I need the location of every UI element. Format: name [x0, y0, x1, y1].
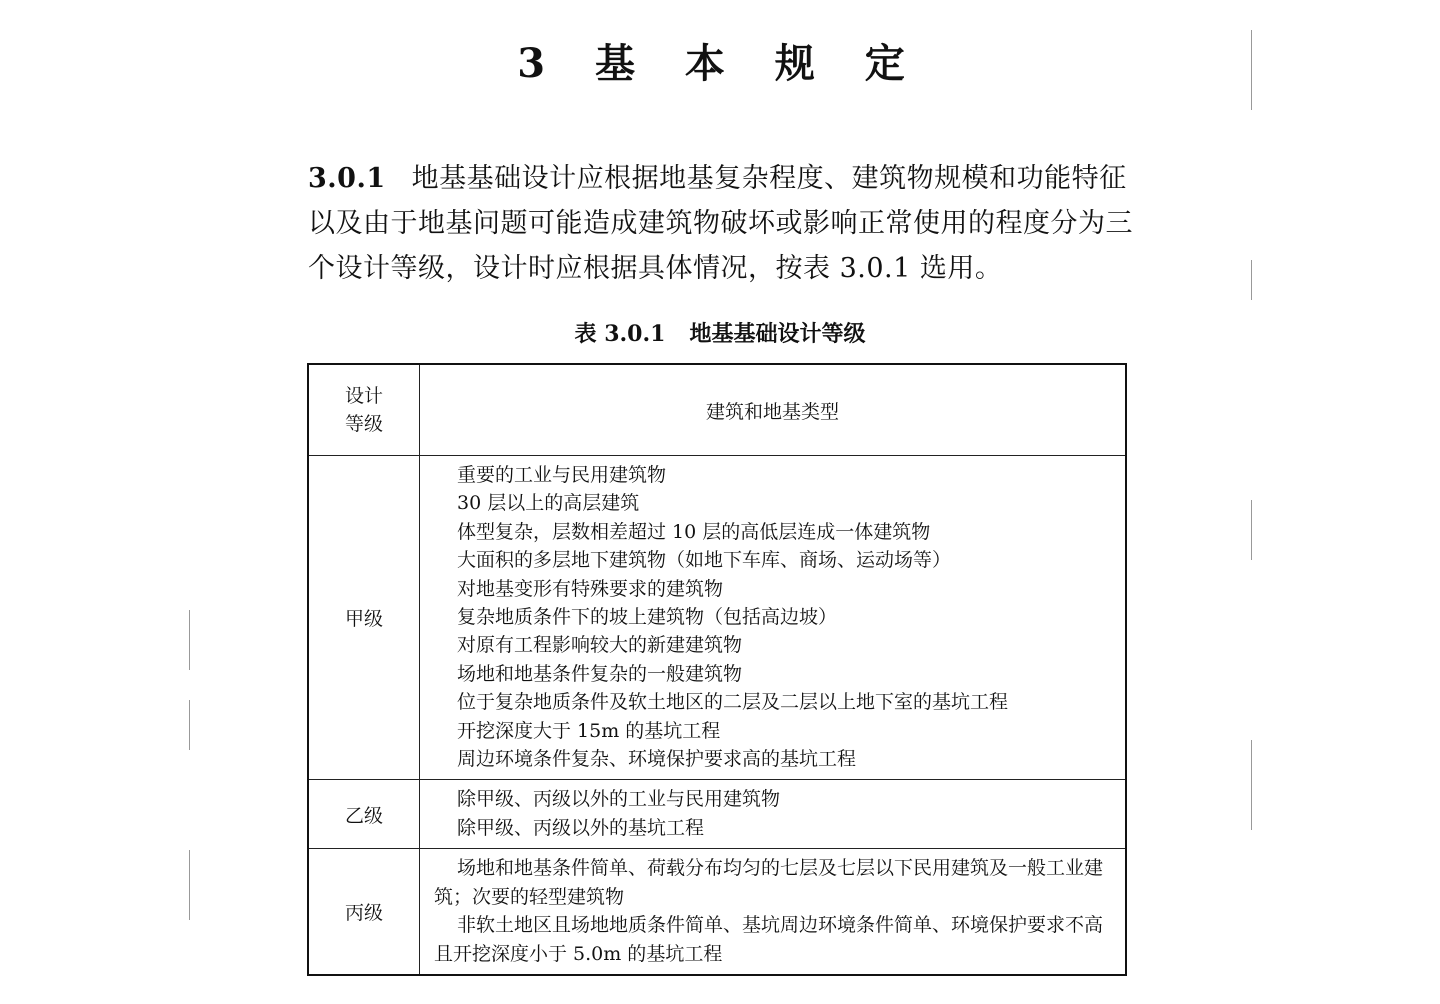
- header-grade-line1: 设计: [344, 385, 383, 407]
- type-item: 大面积的多层地下建筑物（如地下车库、商场、运动场等）: [457, 549, 952, 572]
- type-item: 对原有工程影响较大的新建建筑物: [457, 634, 743, 657]
- header-types-cell: 建筑和地基类型: [420, 364, 1127, 456]
- type-item: 开挖深度大于 15m 的基坑工程: [457, 719, 721, 742]
- table-caption: [0, 318, 1440, 350]
- type-item: 体型复杂，层数相差超过 10 层的高低层连成一体建筑物: [457, 520, 931, 543]
- type-item: 场地和地基条件复杂的一般建筑物: [457, 662, 743, 685]
- type-item: 位于复杂地质条件及软土地区的二层及二层以上地下室的基坑工程: [457, 691, 1009, 714]
- type-item: 除甲级、丙级以外的工业与民用建筑物: [457, 788, 781, 811]
- type-item: 重要的工业与民用建筑物: [457, 464, 667, 486]
- type-item: 场地和地基条件简单、荷载分布均匀的七层及七层以下民用建筑及一般工业建筑；次要的轻型建筑物: [434, 857, 1104, 908]
- clause-paragraph: [308, 156, 1138, 291]
- type-item: 周边环境条件复杂、环境保护要求高的基坑工程: [457, 748, 857, 771]
- types-cell-yi: [420, 780, 1127, 849]
- table-caption-title: 地基基础设计等级: [689, 321, 866, 347]
- scan-mark: [1251, 500, 1252, 560]
- design-grade-table: [307, 363, 1127, 976]
- scan-mark: [189, 610, 190, 670]
- clause-number: 3.0.1: [308, 163, 386, 194]
- scan-mark: [1251, 260, 1252, 300]
- types-cell-jia: [420, 456, 1127, 780]
- type-item: 非软土地区且场地地质条件简单、基坑周边环境条件简单、环境保护要求不高且开挖深度小于 5.0m 的基坑工程: [434, 914, 1104, 965]
- header-grade-cell: [308, 364, 420, 456]
- type-item: 复杂地质条件下的坡上建筑物（包括高边坡）: [457, 606, 838, 629]
- table-row-yi: [308, 780, 1126, 849]
- scan-mark: [189, 850, 190, 920]
- types-cell-bing: [420, 849, 1127, 975]
- grade-cell-jia: 甲级: [308, 456, 420, 780]
- scan-mark: [1251, 740, 1252, 830]
- type-item: 对地基变形有特殊要求的建筑物: [457, 577, 724, 600]
- grade-cell-bing: 丙级: [308, 849, 420, 975]
- table-row-jia: [308, 456, 1126, 780]
- type-item: 30 层以上的高层建筑: [457, 492, 640, 515]
- scan-mark: [189, 700, 190, 750]
- clause-text: 地基基础设计应根据地基复杂程度、建筑物规模和功能特征以及由于地基问题可能造成建筑物破坏或影响正常使用的程度分为三个设计等级，设计时应根据具体情况，按表 3.0.1 选用。: [308, 163, 1133, 284]
- header-grade-line2: 等级: [344, 413, 383, 435]
- chapter-title: 3 基 本 规 定: [517, 40, 923, 87]
- grade-cell-yi: 乙级: [308, 780, 420, 849]
- type-item: 除甲级、丙级以外的基坑工程: [457, 816, 705, 839]
- table-row-bing: [308, 849, 1126, 975]
- table-caption-number: 表 3.0.1: [574, 321, 666, 347]
- scan-mark: [1251, 30, 1252, 110]
- table-header-row: [308, 364, 1126, 456]
